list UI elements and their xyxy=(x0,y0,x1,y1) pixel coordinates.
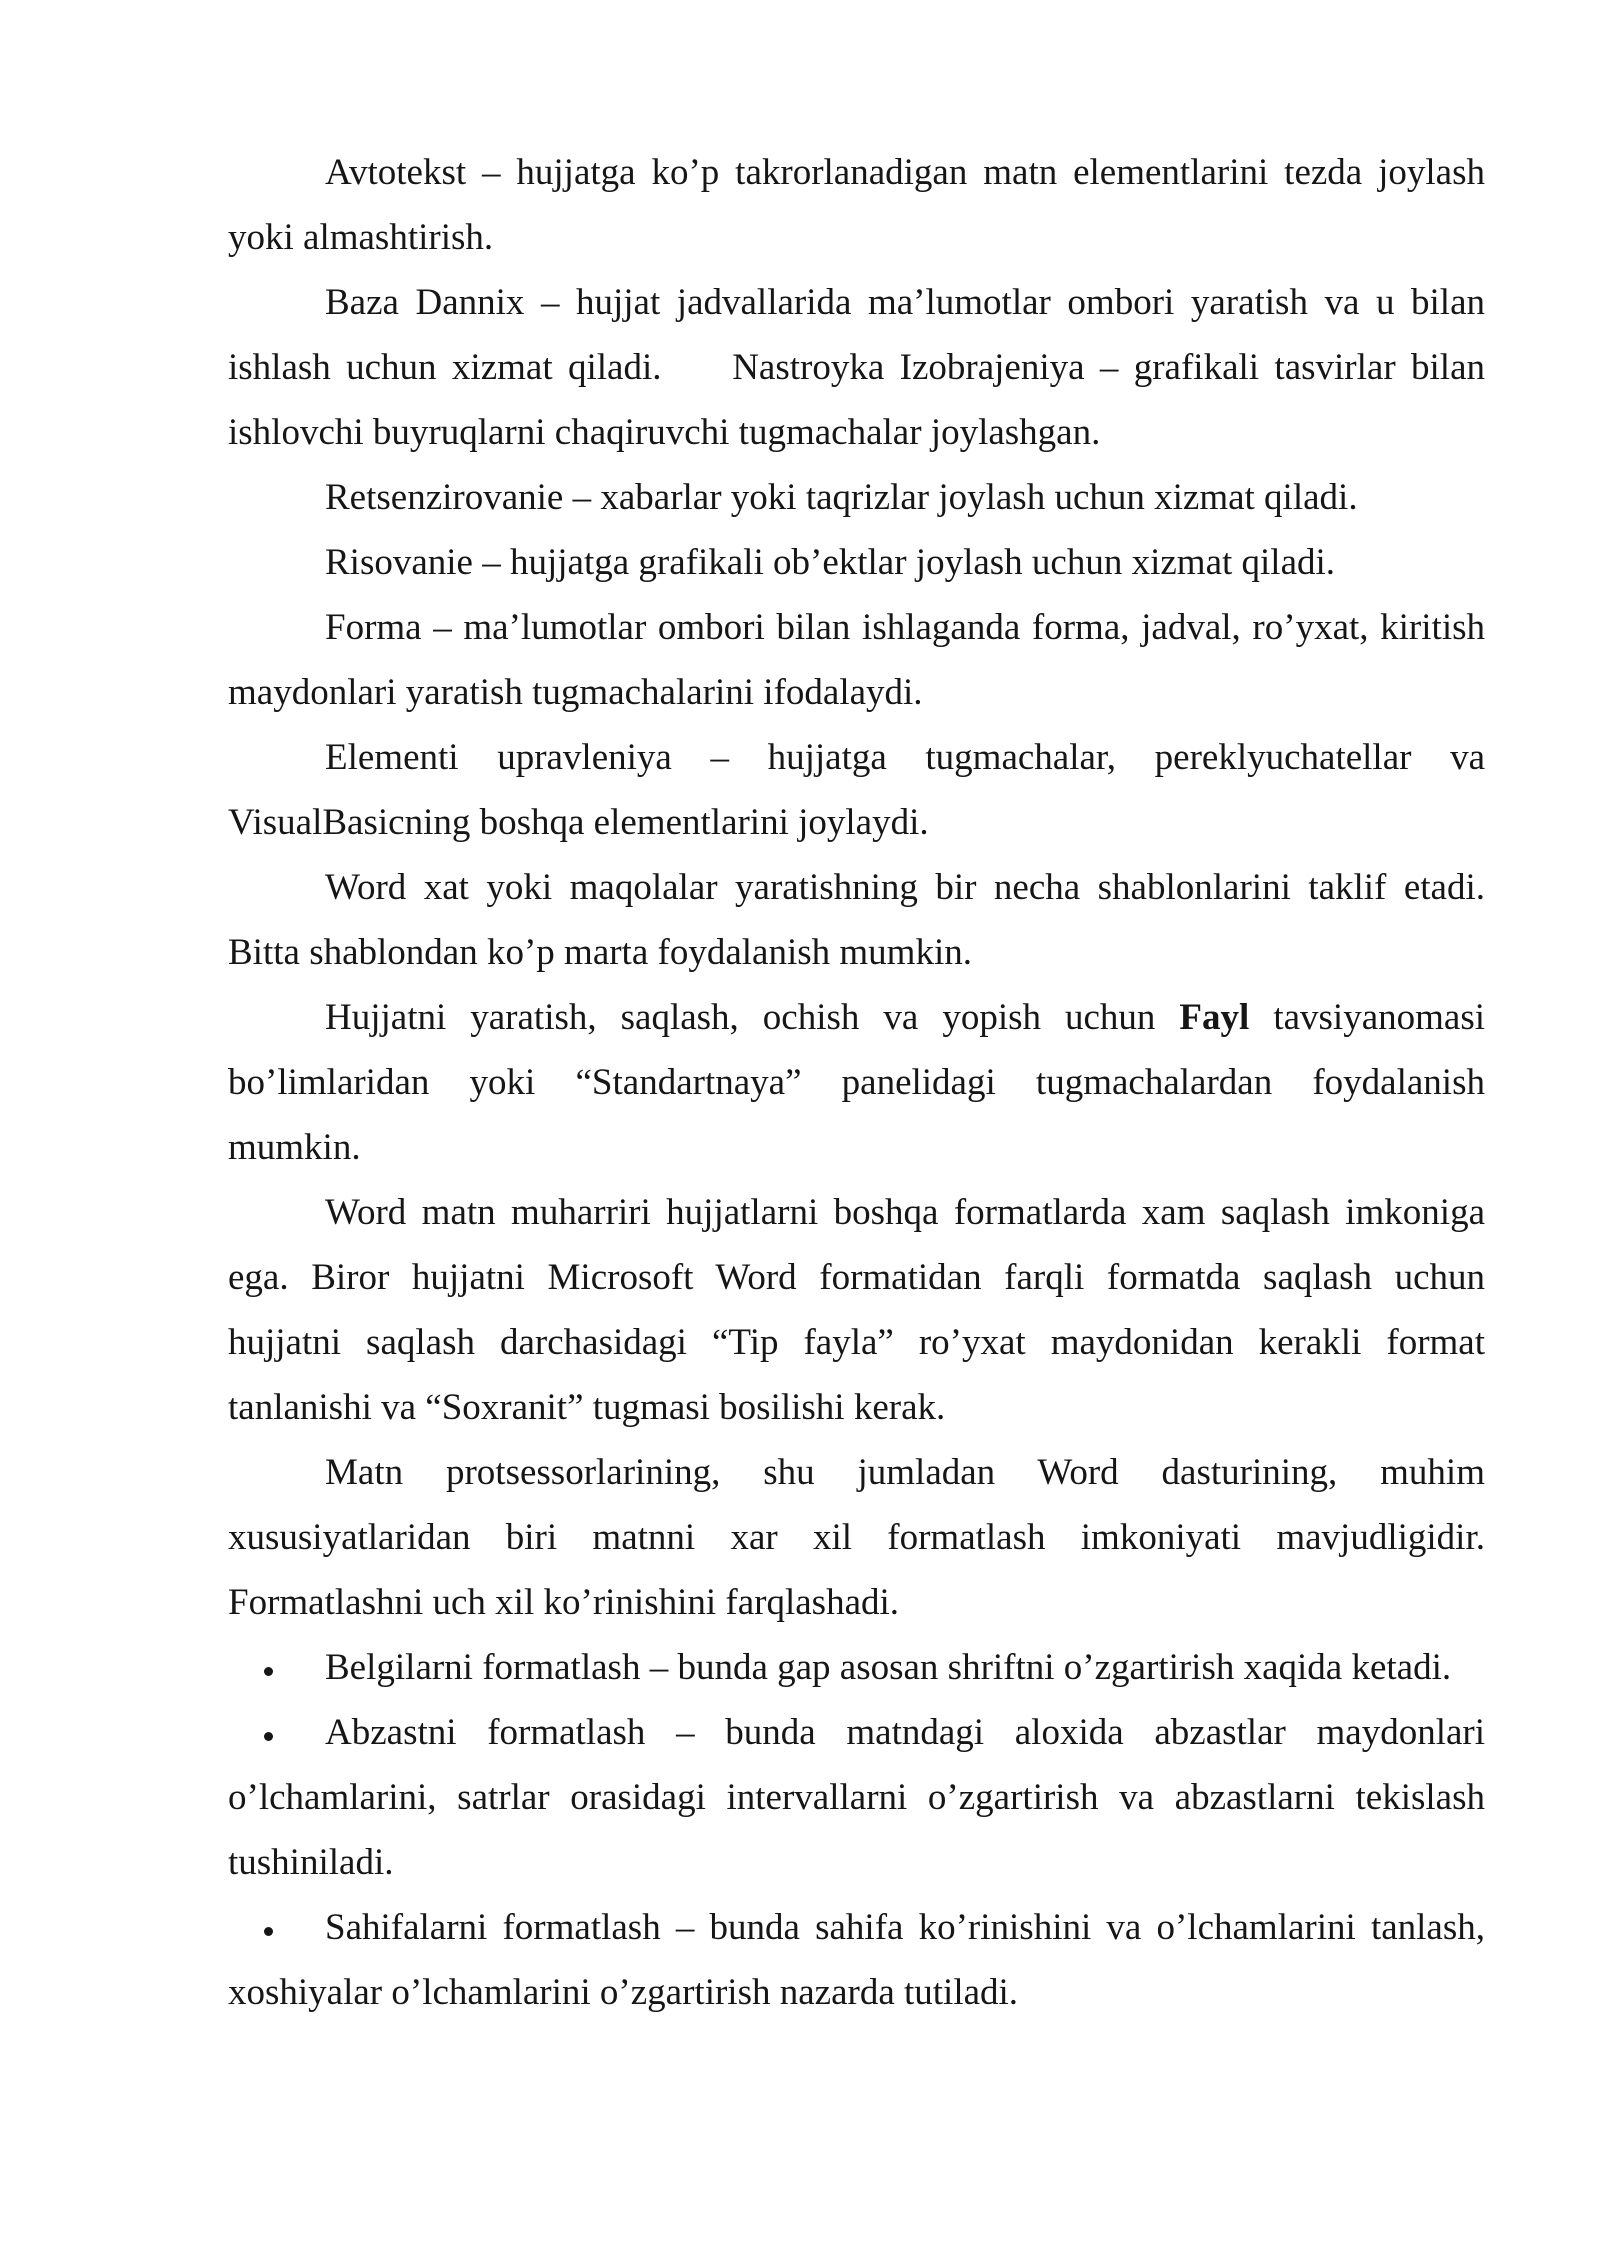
paragraph-line: xoshiyalar o’lchamlarini o’zgartirish nazarda tutiladi. xyxy=(228,1972,1019,2013)
paragraph-line: hujjatni saqlash darchasidagi “Tip fayla” ro’yxat maydonidan kerakli format xyxy=(228,1322,1485,1363)
bold-term: Fayl xyxy=(1179,997,1250,1038)
paragraph-line: o’lchamlarini, satrlar orasidagi intervallarni o’zgartirish va abzastlarni tekislash xyxy=(228,1777,1485,1818)
paragraph-line: VisualBasicning boshqa elementlarini joylaydi. xyxy=(228,802,929,843)
paragraph-line: yoki almashtirish. xyxy=(228,217,494,258)
paragraph-line: Matn protsessorlarining, shu jumladan Word dasturining, muhim xyxy=(325,1452,1485,1493)
bullet-icon xyxy=(264,1927,273,1936)
text-segment: Nastroyka Izobrajeniya – grafikali tasvirlar bilan xyxy=(732,347,1485,388)
paragraph-line: Forma – ma’lumotlar ombori bilan ishlaganda forma, jadval, ro’yxat, kiritish xyxy=(325,607,1485,648)
bullet-item xyxy=(228,1700,1485,1765)
paragraph-line: Baza Dannix – hujjat jadvallarida ma’lumotlar ombori yaratish va u bilan xyxy=(325,282,1485,323)
paragraph-line: xususiyatlaridan biri matnni xar xil formatlash imkoniyati mavjudligidir. xyxy=(228,1517,1485,1558)
paragraph-line: tushiniladi. xyxy=(228,1842,394,1883)
paragraph-line: maydonlari yaratish tugmachalarini ifodalaydi. xyxy=(228,672,923,713)
text-segment: ishlash uchun xizmat qiladi. xyxy=(228,347,662,388)
paragraph-line: Avtotekst – hujjatga ko’p takrorlanadigan matn elementlarini tezda joylash xyxy=(325,152,1485,193)
bullet-item xyxy=(228,1635,1485,1700)
paragraph-line: mumkin. xyxy=(228,1127,361,1168)
paragraph-line: Word matn muharriri hujjatlarni boshqa formatlarda xam saqlash imkoniga xyxy=(325,1192,1485,1233)
paragraph-line: Retsenzirovanie – xabarlar yoki taqrizlar joylash uchun xizmat qiladi. xyxy=(325,477,1358,518)
bullet-icon xyxy=(264,1732,273,1741)
text-segment: Hujjatni yaratish, saqlash, ochish va yopish uchun xyxy=(325,997,1156,1038)
paragraph-line xyxy=(228,985,1485,1050)
paragraph-line: Elementi upravleniya – hujjatga tugmachalar, pereklyuchatellar va xyxy=(325,737,1485,778)
paragraph-line: Formatlashni uch xil ko’rinishini farqlashadi. xyxy=(228,1582,900,1623)
paragraph-line: Risovanie – hujjatga grafikali ob’ektlar joylash uchun xizmat qiladi. xyxy=(325,542,1336,583)
document-body xyxy=(228,140,1485,2025)
text-segment: tavsiyanomasi xyxy=(1273,997,1485,1038)
paragraph-line: tanlanishi va “Soxranit” tugmasi bosilishi kerak. xyxy=(228,1387,946,1428)
bullet-icon xyxy=(264,1667,273,1676)
paragraph-line: bo’limlaridan yoki “Standartnaya” panelidagi tugmachalardan foydalanish xyxy=(228,1062,1485,1103)
bullet-text: Sahifalarni formatlash – bunda sahifa ko’rinishini va o’lchamlarini tanlash, xyxy=(325,1907,1485,1948)
bullet-text: Abzastni formatlash – bunda matndagi aloxida abzastlar maydonlari xyxy=(325,1712,1485,1753)
bullet-text: Belgilarni formatlash – bunda gap asosan shriftni o’zgartirish xaqida ketadi. xyxy=(325,1647,1452,1688)
bullet-item xyxy=(228,1895,1485,1960)
paragraph-line xyxy=(228,335,1485,400)
paragraph-line: ishlovchi buyruqlarni chaqiruvchi tugmachalar joylashgan. xyxy=(228,412,1101,453)
paragraph-line: Word xat yoki maqolalar yaratishning bir necha shablonlarini taklif etadi. xyxy=(325,867,1485,908)
paragraph-line: ega. Biror hujjatni Microsoft Word formatidan farqli formatda saqlash uchun xyxy=(228,1257,1485,1298)
paragraph-line: Bitta shablondan ko’p marta foydalanish mumkin. xyxy=(228,932,972,973)
